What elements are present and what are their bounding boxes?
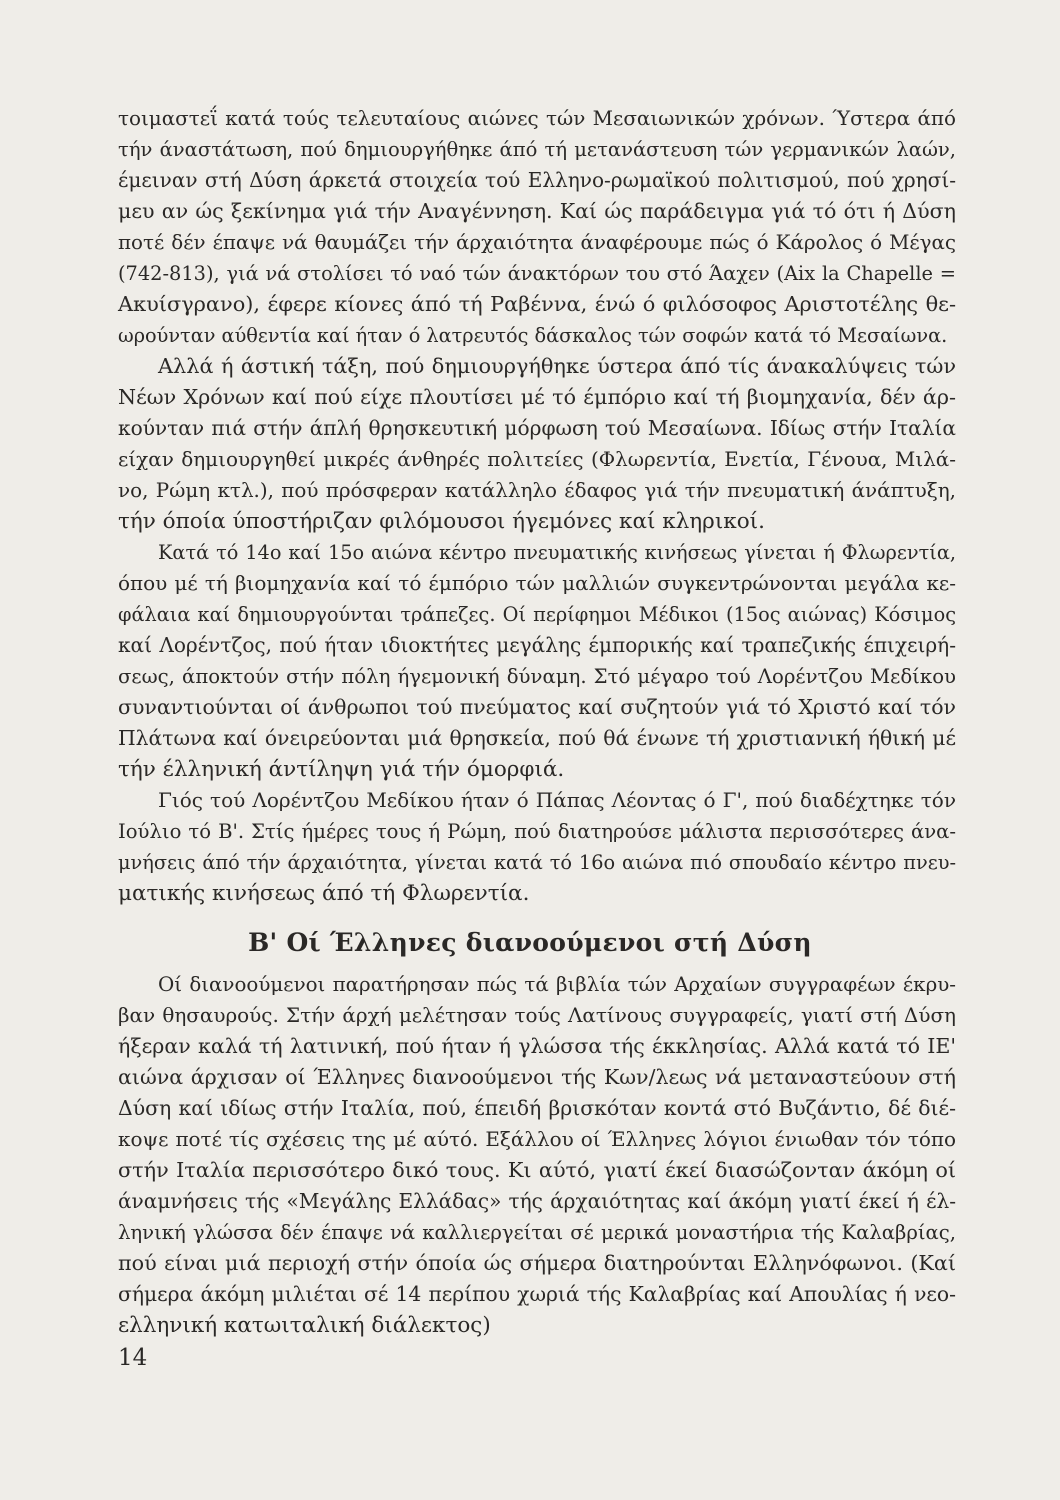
text-line: έμειναν στή Δύση άρκετά στοιχεία τού Ελληνο-ρωμαϊκού πολιτισμού, πού χρησί- bbox=[118, 168, 956, 192]
text-line: κοψε ποτέ τίς σχέσεις της μέ αύτό. Εξάλλου οί Έλληνες λόγιοι ένιωθαν τόν τόπο bbox=[118, 1127, 956, 1151]
text-line: Ακυίσγρανο), έφερε κίονες άπό τή Ραβέννα, ένώ ό φιλόσοφος Αριστοτέλης θε- bbox=[118, 292, 956, 316]
text-line: όπου μέ τή βιομηχανία καί τό έμπόριο τών μαλλιών συγκεντρώνονται μεγάλα κε- bbox=[118, 571, 956, 595]
text-line: Νέων Χρόνων καί πού είχε πλουτίσει μέ τό έμπόριο καί τή βιομηχανία, δέν άρ- bbox=[118, 385, 956, 409]
text-line: κούνταν πιά στήν άπλή θρησκευτική μόρφωση τού Μεσαίωνα. Ιδίως στήν Ιταλία bbox=[118, 416, 956, 440]
text-line: τήν άναστάτωση, πού δημιουργήθηκε άπό τή μετανάστευση τών γερμανικών λαών, bbox=[118, 138, 956, 161]
text-line: Οί διανοούμενοι παρατήρησαν πώς τά βιβλία τών Αρχαίων συγγραφέων έκρυ- bbox=[158, 973, 956, 996]
text-line: νο, Ρώμη κτλ.), πού πρόσφεραν κατάλληλο έδαφος γιά τήν πνευματική άνάπτυξη, bbox=[118, 479, 956, 502]
text-line: ληνική γλώσσα δέν έπαψε νά καλλιεργείται σέ μερικά μοναστήρια τής Καλαβρίας, bbox=[118, 1221, 956, 1244]
text-line: είχαν δημιουργηθεί μικρές άνθηρές πολιτείες (Φλωρεντία, Ενετία, Γένουα, Μιλά- bbox=[118, 447, 956, 471]
text-line: Ιούλιο τό Β'. Στίς ήμέρες τους ή Ρώμη, πού διατηρούσε μάλιστα περισσότερες άνα- bbox=[118, 820, 956, 843]
text-line: (742-813), γιά νά στολίσει τό ναό τών άνακτόρων του στό Άαχεν (Aix la Chapelle = bbox=[118, 262, 956, 285]
text-line: αιώνα άρχισαν οί Έλληνες διανοούμενοι τής Κων/λεως νά μεταναστεύουν στή bbox=[118, 1065, 956, 1089]
text-line: Αλλά ή άστική τάξη, πού δημιουργήθηκε ύστερα άπό τίς άνακαλύψεις τών bbox=[158, 354, 956, 378]
text-line: τήν έλληνική άντίληψη γιά τήν όμορφιά. bbox=[118, 757, 565, 782]
text-line: φάλαια καί δημιουργούνται τράπεζες. Οί περίφημοι Μέδικοι (15ος αιώνας) Κόσιμος bbox=[118, 603, 956, 626]
text-line: μνήσεις άπό τήν άρχαιότητα, γίνεται κατά τό 16ο αιώνα πιό σπουδαίο κέντρο πνευ- bbox=[118, 851, 956, 874]
text-line: Πλάτωνα καί όνειρεύονται μιά θρησκεία, πού θά ένωνε τή χριστιανική ήθική μέ bbox=[118, 726, 956, 750]
text-line: Δύση καί ιδίως στήν Ιταλία, πού, έπειδή βρισκόταν κοντά στό Βυζάντιο, δέ διέ- bbox=[118, 1096, 956, 1120]
text-line: μευ αν ώς ξεκίνημα γιά τήν Αναγέννηση. Καί ώς παράδειγμα γιά τό ότι ή Δύση bbox=[118, 199, 956, 223]
text-line: Κατά τό 14ο καί 15ο αιώνα κέντρο πνευματικής κινήσεως γίνεται ή Φλωρεντία, bbox=[158, 541, 956, 564]
text-line: στήν Ιταλία περισσότερο δικό τους. Κι αύτό, γιατί έκεί διασώζονταν άκόμη οί bbox=[118, 1158, 956, 1182]
text-line: συναντιούνται οί άνθρωποι τού πνεύματος καί συζητούν γιά τό Χριστό καί τόν bbox=[118, 695, 956, 719]
text-line: ήξεραν καλά τή λατινική, πού ήταν ή γλώσσα τής έκκλησίας. Αλλά κατά τό ΙΕ' bbox=[118, 1034, 956, 1058]
text-line: τοιμαστεΐ κατά τούς τελευταίους αιώνες τών Μεσαιωνικών χρόνων. Ύστερα άπό bbox=[118, 107, 956, 130]
text-line: ματικής κινήσεως άπό τή Φλωρεντία. bbox=[118, 881, 530, 906]
section-renaissance-west bbox=[118, 103, 956, 909]
text-line: Γιός τού Λορέντζου Μεδίκου ήταν ό Πάπας Λέοντας ό Γ', πού διαδέχτηκε τόν bbox=[158, 788, 956, 812]
section-greek-intellectuals bbox=[118, 969, 956, 1341]
text-line: ελληνική κατωιταλική διάλεκτος) bbox=[118, 1313, 491, 1338]
text-line: σεως, άποκτούν στήν πόλη ήγεμονική δύναμη. Στό μέγαρο τού Λορέντζου Μεδίκου bbox=[118, 665, 956, 688]
text-line: άναμνήσεις τής «Μεγάλης Ελλάδας» τής άρχαιότητας καί άκόμη γιατί έκεί ή έλ- bbox=[118, 1189, 956, 1213]
text-line: πού είναι μιά περιοχή στήν όποία ώς σήμερα διατηρούνται Ελληνόφωνοι. (Καί bbox=[118, 1251, 956, 1275]
text-line: σήμερα άκόμη μιλιέται σέ 14 περίπου χωριά τής Καλαβρίας καί Απουλίας ή νεο- bbox=[118, 1282, 956, 1306]
section-heading: Β' Οί Έλληνες διανοούμενοι στή Δύση bbox=[248, 928, 812, 957]
page-number: 14 bbox=[118, 1345, 148, 1371]
text-line: ποτέ δέν έπαψε νά θαυμάζει τήν άρχαιότητα άναφέρουμε πώς ό Κάρολος ό Μέγας bbox=[118, 231, 956, 254]
text-line: καί Λορέντζος, πού ήταν ιδιοκτήτες μεγάλης έμπορικής καί τραπεζικής έπιχειρή- bbox=[118, 633, 956, 657]
text-line: ωρούνταν αύθεντία καί ήταν ό λατρευτός δάσκαλος τών σοφών κατά τό Μεσαίωνα. bbox=[118, 324, 948, 347]
text-line: τήν όποία ύποστήριζαν φιλόμουσοι ήγεμόνες καί κληρικοί. bbox=[118, 509, 765, 534]
text-line: βαν θησαυρούς. Στήν άρχή μελέτησαν τούς Λατίνους συγγραφείς, γιατί στή Δύση bbox=[118, 1003, 956, 1027]
